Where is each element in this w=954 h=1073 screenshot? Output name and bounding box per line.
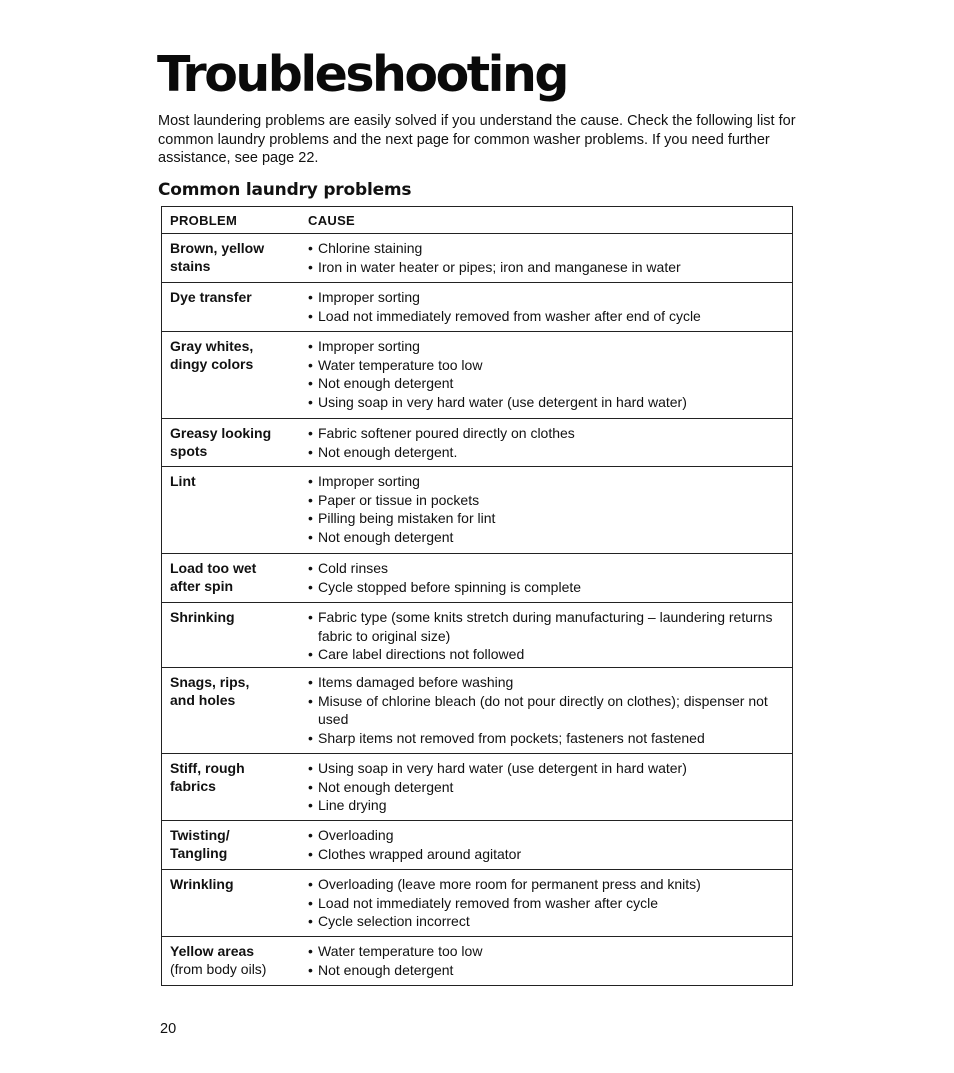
problem-cell	[162, 875, 308, 936]
problem-cell	[162, 942, 308, 985]
problem-cell	[162, 239, 308, 282]
problem-cell	[162, 673, 308, 753]
cause-cell	[308, 759, 792, 820]
cause-text: Fabric softener poured directly on clothes	[318, 425, 575, 441]
problem-note: (from body oils)	[170, 961, 267, 977]
bullet-icon: •	[308, 560, 313, 576]
cause-text: Cycle stopped before spinning is complete	[318, 578, 582, 595]
cause-item	[308, 528, 782, 547]
problem-cell	[162, 559, 308, 602]
bullet-icon: •	[308, 578, 313, 595]
cause-cell	[308, 288, 792, 331]
bullet-icon: •	[308, 289, 313, 305]
problem-name: Gray whites, dingy colors	[170, 338, 254, 372]
problem-name: Wrinkling	[170, 876, 234, 892]
table-row	[162, 754, 792, 821]
cause-item	[308, 374, 782, 393]
cause-item	[308, 608, 782, 645]
cause-text: Paper or tissue in pockets	[318, 491, 480, 508]
cause-text: Sharp items not removed from pockets; fasteners not fastened	[318, 729, 705, 746]
cause-cell	[308, 424, 792, 466]
cause-text: Improper sorting	[318, 473, 420, 489]
problem-name: Brown, yellow stains	[170, 240, 265, 274]
problem-cell	[162, 337, 308, 418]
cause-text: Misuse of chlorine bleach (do not pour directly on clothes); dispenser not used	[318, 692, 768, 727]
cause-item	[308, 491, 782, 510]
cause-text: Not enough detergent	[318, 778, 454, 795]
bullet-icon: •	[308, 240, 313, 256]
bullet-icon: •	[308, 913, 313, 929]
bullet-icon: •	[308, 894, 313, 911]
cause-text: Not enough detergent.	[318, 443, 458, 460]
problem-cell	[162, 424, 308, 466]
troubleshooting-table	[161, 206, 793, 986]
cause-text: Items damaged before washing	[318, 674, 514, 690]
cause-item	[308, 912, 782, 931]
section-heading: Common laundry problems	[158, 180, 412, 200]
table-row	[162, 870, 792, 937]
bullet-icon: •	[308, 491, 313, 508]
cause-text: Line drying	[318, 797, 387, 813]
intro-paragraph: Most laundering problems are easily solved if you understand the cause. Check the following list for common laundry problems and the next page for common washer problems. If you need further assistance, see page 22.	[158, 113, 796, 166]
table-row	[162, 283, 792, 332]
table-row	[162, 419, 792, 467]
cause-list	[308, 826, 782, 863]
cause-list	[308, 239, 782, 276]
bullet-icon: •	[308, 760, 313, 776]
cause-item	[308, 796, 782, 815]
cause-item	[308, 239, 782, 258]
cause-item	[308, 942, 782, 961]
page-title: Troubleshooting	[157, 46, 567, 103]
cause-item	[308, 356, 782, 375]
bullet-icon: •	[308, 425, 313, 441]
bullet-icon: •	[308, 528, 313, 545]
cause-text: Overloading	[318, 827, 394, 843]
bullet-icon: •	[308, 797, 313, 813]
bullet-icon: •	[308, 307, 313, 324]
cause-item	[308, 692, 782, 729]
cause-column-header: CAUSE	[308, 213, 356, 228]
cause-item	[308, 578, 782, 597]
cause-cell	[308, 559, 792, 602]
cause-item	[308, 894, 782, 913]
cause-cell	[308, 239, 792, 282]
cause-list	[308, 288, 782, 325]
cause-text: Not enough detergent	[318, 528, 454, 545]
cause-list	[308, 337, 782, 411]
cause-text: Care label directions not followed	[318, 646, 525, 662]
cause-item	[308, 759, 782, 778]
bullet-icon: •	[308, 393, 313, 410]
problem-name: Shrinking	[170, 609, 235, 625]
bullet-icon: •	[308, 845, 313, 862]
cause-item	[308, 307, 782, 326]
cause-list	[308, 759, 782, 815]
cause-item	[308, 729, 782, 748]
bullet-icon: •	[308, 729, 313, 746]
cause-cell	[308, 337, 792, 418]
bullet-icon: •	[308, 510, 313, 526]
bullet-icon: •	[308, 674, 313, 690]
cause-list	[308, 673, 782, 747]
bullet-icon: •	[308, 646, 313, 662]
cause-text: Load not immediately removed from washer after end of cycle	[318, 307, 701, 324]
cause-text: Cycle selection incorrect	[318, 913, 470, 929]
table-row	[162, 234, 792, 283]
cause-list	[308, 472, 782, 546]
table-body	[162, 234, 792, 986]
problem-name: Stiff, rough fabrics	[170, 760, 245, 794]
cause-item	[308, 443, 782, 462]
cause-cell	[308, 826, 792, 869]
cause-list	[308, 608, 782, 664]
cause-text: Water temperature too low	[318, 356, 483, 373]
problem-name: Greasy looking spots	[170, 425, 272, 459]
table-row	[162, 668, 792, 754]
table-row	[162, 937, 792, 986]
cause-text: Load not immediately removed from washer after cycle	[318, 894, 659, 911]
bullet-icon: •	[308, 876, 313, 892]
problem-name: Yellow areas	[170, 943, 255, 959]
bullet-icon: •	[308, 473, 313, 489]
problem-name: Dye transfer	[170, 289, 252, 305]
cause-cell	[308, 875, 792, 936]
problem-cell	[162, 759, 308, 820]
cause-list	[308, 875, 782, 931]
problem-name: Snags, rips, and holes	[170, 674, 250, 708]
cause-item	[308, 673, 782, 692]
cause-item	[308, 509, 782, 528]
cause-item	[308, 337, 782, 356]
table-row	[162, 554, 792, 603]
problem-name: Load too wet after spin	[170, 560, 257, 594]
cause-list	[308, 424, 782, 461]
cause-item	[308, 961, 782, 980]
cause-item	[308, 645, 782, 664]
page-number: 20	[160, 1021, 177, 1037]
table-row	[162, 603, 792, 668]
problem-cell	[162, 288, 308, 331]
cause-item	[308, 559, 782, 578]
problem-cell	[162, 472, 308, 553]
cause-item	[308, 472, 782, 491]
cause-text: Using soap in very hard water (use detergent in hard water)	[318, 393, 687, 410]
cause-item	[308, 826, 782, 845]
cause-cell	[308, 673, 792, 753]
cause-list	[308, 942, 782, 979]
bullet-icon: •	[308, 961, 313, 978]
cause-text: Not enough detergent	[318, 375, 454, 391]
problem-cell	[162, 608, 308, 667]
bullet-icon: •	[308, 258, 313, 275]
cause-item	[308, 778, 782, 797]
bullet-icon: •	[308, 778, 313, 795]
bullet-icon: •	[308, 356, 313, 373]
table-row	[162, 821, 792, 870]
cause-text: Not enough detergent	[318, 961, 454, 978]
bullet-icon: •	[308, 943, 313, 959]
cause-item	[308, 424, 782, 443]
cause-cell	[308, 472, 792, 553]
cause-item	[308, 288, 782, 307]
cause-text: Overloading (leave more room for permanent press and knits)	[318, 876, 701, 892]
bullet-icon: •	[308, 827, 313, 843]
problem-name: Twisting/ Tangling	[170, 827, 230, 861]
cause-item	[308, 258, 782, 277]
problem-column-header: PROBLEM	[170, 213, 238, 228]
cause-item	[308, 393, 782, 412]
table-header-row	[162, 207, 792, 234]
cause-list	[308, 559, 782, 596]
problem-name: Lint	[170, 473, 196, 489]
table-row	[162, 467, 792, 554]
cause-cell	[308, 942, 792, 985]
bullet-icon: •	[308, 692, 313, 709]
cause-text: Improper sorting	[318, 289, 420, 305]
cause-text: Clothes wrapped around agitator	[318, 845, 522, 862]
cause-text: Using soap in very hard water (use detergent in hard water)	[318, 760, 687, 776]
bullet-icon: •	[308, 375, 313, 391]
cause-item	[308, 875, 782, 894]
bullet-icon: •	[308, 443, 313, 460]
cause-item	[308, 845, 782, 864]
cause-text: Cold rinses	[318, 560, 389, 576]
table-row	[162, 332, 792, 419]
bullet-icon: •	[308, 609, 313, 625]
cause-cell	[308, 608, 792, 667]
cause-text: Iron in water heater or pipes; iron and manganese in water	[318, 258, 681, 275]
cause-text: Chlorine staining	[318, 240, 423, 256]
cause-text: Fabric type (some knits stretch during manufacturing – laundering returns fabric to original size)	[318, 609, 773, 644]
cause-text: Improper sorting	[318, 338, 420, 354]
cause-text: Pilling being mistaken for lint	[318, 510, 496, 526]
cause-text: Water temperature too low	[318, 943, 483, 959]
problem-cell	[162, 826, 308, 869]
bullet-icon: •	[308, 338, 313, 354]
